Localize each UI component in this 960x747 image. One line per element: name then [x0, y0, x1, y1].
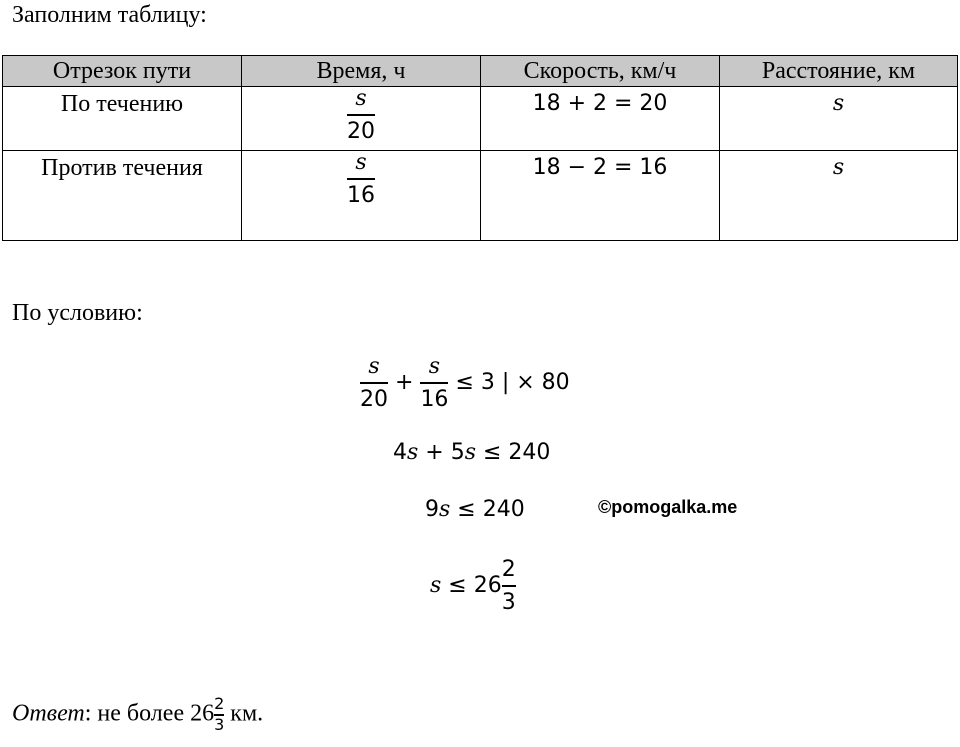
data-table: [2, 55, 958, 241]
answer-line: [12, 696, 263, 734]
table-header-cell: Отрезок пути: [3, 56, 242, 87]
time-cell: [242, 87, 481, 151]
equation-2: 4s + 5s ≤ 240: [393, 440, 551, 465]
speed-cell: 18 + 2 = 20: [481, 87, 720, 151]
equation-4: s ≤ 26 $\frac{2}{3}$: [430, 557, 516, 616]
answer-label: Ответ: [12, 700, 85, 727]
table-header-cell: Расстояние, км: [720, 56, 958, 87]
answer-fraction: $\frac{2}{3}$: [214, 694, 225, 734]
fraction: $\frac{s}{20}$: [360, 354, 388, 413]
fraction: $\frac{2}{3}$: [501, 557, 516, 616]
time-fraction: $\frac{s}{20}$: [347, 86, 375, 145]
equation-3: 9s ≤ 240: [425, 497, 525, 522]
intro-text: Заполним таблицу:: [12, 2, 207, 28]
distance-cell: s: [720, 87, 958, 151]
table-header-cell: Время, ч: [242, 56, 481, 87]
table-header-row: [3, 56, 958, 87]
time-cell: [242, 151, 481, 241]
equation-1: $\frac{s}{20}$ + $\frac{s}{16}$ ≤ 3 | × 80: [360, 354, 570, 413]
answer-unit: км.: [224, 700, 264, 727]
table-row: [3, 87, 958, 151]
distance-cell: s: [720, 151, 958, 241]
table-row: [3, 151, 958, 241]
watermark: ©pomogalka.me: [598, 497, 738, 517]
fraction: $\frac{s}{16}$: [420, 354, 449, 413]
table-header-cell: Скорость, км/ч: [481, 56, 720, 87]
segment-cell: Против течения: [3, 151, 242, 241]
answer-text: : не более 26: [84, 700, 215, 727]
time-fraction: $\frac{s}{16}$: [347, 150, 375, 209]
segment-cell: По течению: [3, 87, 242, 151]
speed-cell: 18 − 2 = 16: [481, 151, 720, 241]
condition-label: По условию:: [12, 300, 143, 326]
